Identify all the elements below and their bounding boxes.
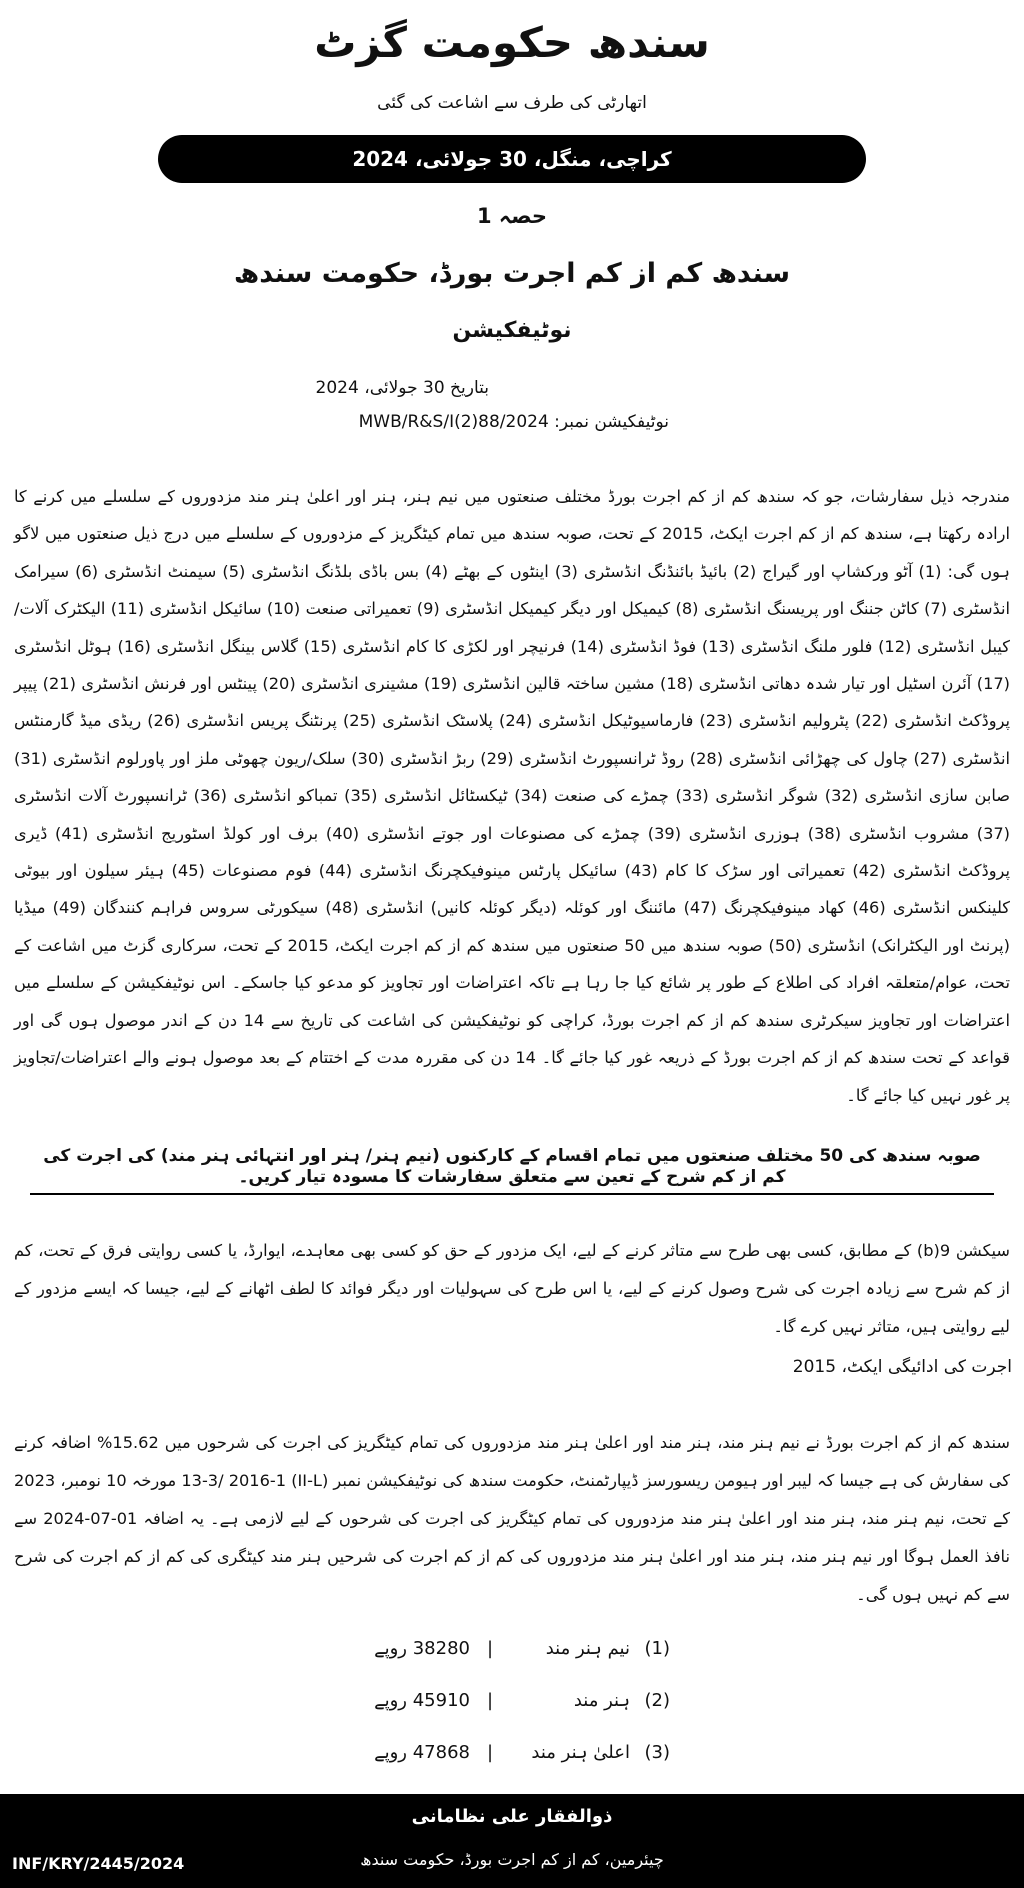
wage-category: نیم ہنر مند <box>545 1638 630 1659</box>
wage-amount: 47868 روپے <box>374 1742 470 1763</box>
signatory-title: چیئرمین، کم از کم اجرت بورڈ، حکومت سندھ <box>360 1850 664 1869</box>
date-bar: کراچی، منگل، 30 جولائی، 2024 <box>158 135 866 183</box>
wage-number: (3) <box>644 1742 670 1763</box>
date-line: بتاریخ 30 جولائی، 2024 <box>315 378 489 398</box>
section-paragraph: سیکشن 9(b) کے مطابق، کسی بھی طرح سے متاثر کرنے کے لیے، ایک مزدور کے حق کو کسی بھی معاہدے، ایوارڈ، یا کسی روایتی فرق کے تحت، کم از کم شرح سے زیادہ اجرت کی شرح وصول کرنے کے لیے، یا اس طرح کی سہولیات اور دیگر فوائد کا لطف اٹھانے کے لیے، جیسا کہ ایسے مزدور کے لیے روایتی ہیں، متاثر نہیں کرے گا۔ <box>14 1241 1010 1336</box>
wage-category: ہنر مند <box>573 1690 630 1711</box>
reference-code: INF/KRY/2445/2024 <box>12 1854 185 1873</box>
wage-number: (2) <box>644 1690 670 1711</box>
notification-number: نوٹیفکیشن نمبر: MWB/R&S/I(2)88/2024 <box>358 412 669 432</box>
notification-title: نوٹیفکیشن <box>452 318 572 343</box>
signature-footer <box>0 1794 1024 1888</box>
industries-list: (1) آٹو ورکشاپ اور گیراج (2) بائیڈ بائنڈنگ انڈسٹری (3) اینٹوں کے بھٹے (4) بس باڈی بلڈنگ انڈسٹری (5) سیمنٹ انڈسٹری (6) سیرامک انڈسٹری (7) کاٹن جننگ اور پریسنگ انڈسٹری (8) کیمیکل اور دیگر کیمیکل انڈسٹری (9) تعمیراتی صنعت (10) سائیکل انڈسٹری (11) الیکٹرک آلات/کیبل انڈسٹری (12) فلور ملنگ انڈسٹری (13) فوڈ انڈسٹری (14) فرنیچر اور لکڑی کا کام انڈسٹری (15) گلاس بینگل انڈسٹری (16) ہوٹل انڈسٹری (17) آئرن اسٹیل اور تیار شدہ دھاتی انڈسٹری (18) مشین ساختہ قالین انڈسٹری (19) مشینری انڈسٹری (20) پینٹس اور فرنش انڈسٹری (21) پیپر پروڈکٹ انڈسٹری (22) پٹرولیم انڈسٹری (23) فارماسیوٹیکل انڈسٹری (24) پلاسٹک انڈسٹری (25) پرنٹنگ پریس انڈسٹری (26) ریڈی میڈ گارمنٹس انڈسٹری (27) چاول کی چھڑائی انڈسٹری (28) روڈ ٹرانسپورٹ انڈسٹری (29) ربڑ انڈسٹری (30) سلک/ریون چھوٹی ملز اور پاورلوم انڈسٹری (31) صابن سازی انڈسٹری (32) شوگر انڈسٹری (33) چمڑے کی صنعت (34) ٹیکسٹائل انڈسٹری (35) تمباکو انڈسٹری (36) ٹرانسپورٹ آلات انڈسٹری (37) مشروب انڈسٹری (38) ہوزری انڈسٹری (39) چمڑے کی مصنوعات اور جوتے انڈسٹری (40) برف اور کولڈ اسٹوریج انڈسٹری (41) ڈیری پروڈکٹ انڈسٹری (42) تعمیراتی اور سڑک کا کام (43) سائیکل پارٹس مینوفیکچرنگ انڈسٹری (44) فوم مصنوعات (45) ہیئر سیلون اور بیوٹی کلینکس انڈسٹری (46) کھاد مینوفیکچرنگ (47) مائننگ اور کوئلہ (دیگر کوئلہ کانیں) انڈسٹری (48) سیکورٹی سروس فراہم کنندگان (49) میڈیا (پرنٹ اور الیکٹرانک) انڈسٹری (50) صوبہ سندھ میں 50 صنعتوں میں سندھ کم از کم اجرت ایکٹ، 2015 کے تحت، سرکاری گزٹ میں اشاعت کے تحت، عوام/متعلقہ افراد کی اطلاع کے طور پر شائع کیا جا رہا ہے تاکہ اعتراضات اور تجاویز کو مدعو کیا جاسکے۔ اس نوٹیفکیشن کے سلسلے میں اعتراضات اور تجاویز سیکرٹری سندھ کم از کم اجرت بورڈ، کراچی کو نوٹیفکیشن کی اشاعت کی تاریخ سے 14 دن کے اندر موصول ہوں گی اور قواعد کے تحت سندھ کم از کم اجرت بورڈ کے ذریعہ غور کیا جائے گا۔ 14 دن کی مقررہ مدت کے اختتام کے بعد موصول ہونے والے اعتراضات/تجاویز پر غور نہیں کیا جائے گا۔ <box>14 561 1011 1105</box>
signatory-name: ذوالفقار علی نظامانی <box>411 1806 613 1827</box>
wage-row <box>330 1690 670 1720</box>
wage-row <box>330 1742 670 1772</box>
highlight-heading: صوبہ سندھ کی 50 مختلف صنعتوں میں تمام اقسام کے کارکنوں (نیم ہنر/ ہنر اور انتہائی ہنر مند) کی اجرت کی کم از کم شرح کے تعین سے متعلق سفارشات کا مسودہ تیار کریں۔ <box>30 1145 994 1195</box>
wage-separator: | <box>486 1638 494 1659</box>
recommendation-paragraph: سندھ کم از کم اجرت بورڈ نے نیم ہنر مند، ہنر مند اور اعلیٰ ہنر مند مزدوروں کی تمام کیٹگریز کی اجرت کی شرحوں میں 15.62% اضافہ کرنے کی سفارش کی ہے جیسا کہ لیبر اور ہیومن ریسورسز ڈیپارٹمنٹ، حکومت سندھ کی نوٹیفکیشن نمبر (II-L) 13-3/ 2016-1 مورخہ 10 نومبر، 2023 کے تحت، نیم ہنر مند، ہنر مند اور اعلیٰ ہنر مند مزدوروں کی تمام کیٹگریز کی اجرت کی شرحوں کے لیے لازمی ہے۔ یہ اضافہ 01-07-2024 سے نافذ العمل ہوگا اور نیم ہنر مند، ہنر مند اور اعلیٰ ہنر مند مزدوروں کی کم از کم اجرت کی شرحیں ہنر مند کیٹگری کی کم از کم اجرت کی شرح سے کم نہیں ہوں گی۔ <box>14 1433 1011 1604</box>
wage-amount: 38280 روپے <box>374 1638 470 1659</box>
wage-separator: | <box>486 1742 494 1763</box>
wage-category: اعلیٰ ہنر مند <box>531 1742 630 1763</box>
act-line: اجرت کی ادائیگی ایکٹ، 2015 <box>792 1357 1012 1377</box>
wage-amount: 45910 روپے <box>374 1690 470 1711</box>
masthead-title: سندھ حکومت گزٹ <box>314 18 710 67</box>
intro-paragraph <box>14 478 1010 1114</box>
board-title: سندھ کم از کم اجرت بورڈ، حکومت سندھ <box>233 258 791 289</box>
part-label: حصہ 1 <box>476 204 548 228</box>
wage-number: (1) <box>644 1638 670 1659</box>
intro-text: مندرجہ ذیل سفارشات، جو کہ سندھ کم از کم اجرت بورڈ مختلف صنعتوں میں نیم ہنر، ہنر اور اعلیٰ ہنر مند مزدوروں کے سلسلے میں کرنے کا ارادہ رکھتا ہے، سندھ کم از کم اجرت ایکٹ، 2015 کے تحت، صوبہ سندھ میں تمام کیٹگریز کے مزدوروں کے سلسلے میں درج ذیل صنعتوں میں لاگو ہوں گی: <box>14 487 1011 581</box>
byline: اتھارٹی کی طرف سے اشاعت کی گئی <box>377 93 647 113</box>
wage-separator: | <box>486 1690 494 1711</box>
wage-row <box>330 1638 670 1668</box>
